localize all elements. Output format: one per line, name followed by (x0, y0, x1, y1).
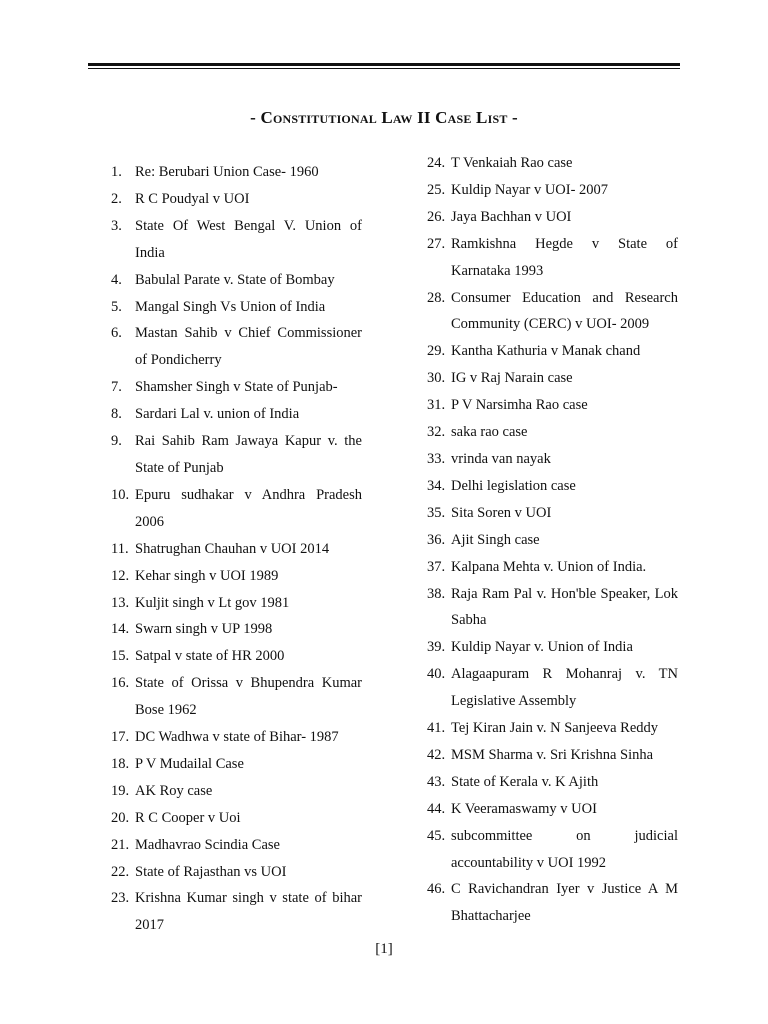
case-number: 3. (111, 217, 122, 234)
case-number: 7. (111, 379, 122, 396)
case-list-left-column (111, 159, 362, 939)
case-list-item (111, 401, 362, 428)
case-title: IG v Raj Narain case (451, 370, 573, 387)
page-number: [1] (375, 941, 393, 957)
case-list-item (111, 159, 362, 186)
case-list-item (111, 320, 362, 374)
case-title: R C Cooper v Uoi (135, 809, 241, 826)
case-title: Consumer Education and Research Community (CERC) v UOI- 2009 (451, 289, 678, 333)
case-list-item (427, 419, 678, 446)
case-list-item (427, 177, 678, 204)
case-title: Mangal Singh Vs Union of India (135, 298, 326, 315)
case-list-item (111, 267, 362, 294)
case-title: Delhi legislation case (451, 477, 576, 494)
case-list-item (111, 805, 362, 832)
case-number: 13. (111, 594, 130, 611)
case-number: 5. (111, 298, 122, 315)
case-title: Satpal v state of HR 2000 (135, 648, 285, 665)
case-list-item (427, 338, 678, 365)
case-number: 1. (111, 164, 122, 180)
case-list-item (111, 751, 362, 778)
case-list-item (111, 778, 362, 805)
case-title: Ramkishna Hegde v State of Karnataka 1993 (451, 235, 678, 279)
header-rule-thick (88, 63, 680, 66)
header-rule-thin (88, 68, 680, 69)
case-number: 26. (427, 208, 446, 225)
case-title: Kantha Kathuria v Manak chand (451, 343, 641, 360)
case-title: Sita Soren v UOI (451, 504, 552, 521)
case-title: Madhavrao Scindia Case (135, 836, 280, 853)
case-title: P V Mudailal Case (135, 755, 244, 772)
case-title: R C Poudyal v UOI (135, 190, 250, 207)
case-list-item (111, 643, 362, 670)
case-list-item (111, 563, 362, 590)
case-number: 17. (111, 729, 130, 746)
case-title: Rai Sahib Ram Jawaya Kapur v. the State of Punjab (135, 433, 362, 476)
case-list-item (427, 876, 678, 930)
case-title: P V Narsimha Rao case (451, 397, 588, 414)
case-number: 40. (427, 666, 446, 683)
case-list-item (111, 859, 362, 886)
case-list-item (427, 231, 678, 285)
case-number: 35. (427, 504, 446, 521)
case-number: 4. (111, 271, 122, 288)
case-list-item (427, 796, 678, 823)
case-title: subcommittee on judicial accountability v UOI 1992 (451, 827, 678, 871)
case-list-item (111, 724, 362, 751)
case-title: Raja Ram Pal v. Hon'ble Speaker, Lok Sabha (451, 585, 678, 629)
case-number: 10. (111, 486, 130, 503)
case-number: 15. (111, 648, 130, 665)
case-title: Kuldip Nayar v. Union of India (451, 639, 633, 656)
case-title: AK Roy case (135, 782, 213, 799)
case-number: 30. (427, 370, 446, 387)
case-list-item (111, 482, 362, 536)
case-title: Babulal Parate v. State of Bombay (135, 271, 335, 288)
case-number: 23. (111, 890, 130, 907)
case-list-item (427, 742, 678, 769)
case-number: 9. (111, 433, 122, 450)
case-list-item (111, 374, 362, 401)
case-list-item (427, 500, 678, 527)
case-title: saka rao case (451, 424, 528, 441)
case-number: 8. (111, 406, 122, 423)
case-number: 39. (427, 639, 446, 656)
case-list-item (427, 392, 678, 419)
case-number: 33. (427, 450, 446, 467)
case-title: Jaya Bachhan v UOI (451, 208, 572, 225)
case-number: 20. (111, 809, 130, 826)
case-list-item (427, 554, 678, 581)
case-number: 42. (427, 746, 446, 763)
case-title: Shamsher Singh v State of Punjab- (135, 379, 338, 396)
case-list-item (427, 581, 678, 635)
case-title: Kehar singh v UOI 1989 (135, 567, 279, 584)
case-list-item (111, 590, 362, 617)
case-title: Alagaapuram R Mohanraj v. TN Legislative Assembly (451, 666, 678, 710)
case-list-item (111, 428, 362, 482)
case-list-item (427, 473, 678, 500)
case-number: 14. (111, 621, 130, 638)
case-list-item (111, 294, 362, 321)
case-title: State Of West Bengal V. Union of India (135, 217, 362, 261)
case-list-item (111, 213, 362, 267)
case-title: T Venkaiah Rao case (451, 155, 573, 171)
case-title: K Veeramaswamy v UOI (451, 800, 597, 817)
case-number: 28. (427, 289, 446, 306)
case-title: Krishna Kumar singh v state of bihar 2017 (135, 890, 362, 934)
case-title: Tej Kiran Jain v. N Sanjeeva Reddy (451, 720, 659, 737)
case-list-item (427, 634, 678, 661)
case-list-item (111, 832, 362, 859)
case-number: 27. (427, 235, 446, 252)
case-number: 11. (111, 540, 129, 557)
case-list-item (111, 536, 362, 563)
case-title: Shatrughan Chauhan v UOI 2014 (135, 540, 330, 557)
case-title: State of Kerala v. K Ajith (451, 773, 599, 790)
case-number: 25. (427, 181, 446, 198)
document-title: - Constitutional Law II Case List - (250, 108, 518, 127)
case-title: Mastan Sahib v Chief Commissioner of Pondicherry (135, 325, 362, 369)
case-number: 43. (427, 773, 446, 790)
case-number: 34. (427, 477, 446, 494)
case-number: 19. (111, 782, 130, 799)
case-title: C Ravichandran Iyer v Justice A M Bhattacharjee (451, 881, 678, 925)
case-title: Swarn singh v UP 1998 (135, 621, 273, 638)
case-number: 44. (427, 800, 446, 817)
case-title: vrinda van nayak (451, 450, 551, 467)
case-title: Kalpana Mehta v. Union of India. (451, 558, 647, 575)
case-title: Kuljit singh v Lt gov 1981 (135, 594, 290, 611)
case-number: 32. (427, 424, 446, 441)
case-number: 45. (427, 827, 446, 844)
case-title: MSM Sharma v. Sri Krishna Sinha (451, 746, 654, 763)
case-number: 41. (427, 720, 446, 737)
case-title: State of Orissa v Bhupendra Kumar Bose 1962 (135, 675, 362, 719)
case-list-right-column (427, 150, 678, 930)
case-list-item (111, 186, 362, 213)
case-number: 24. (427, 155, 446, 171)
case-list-item (427, 204, 678, 231)
case-number: 18. (111, 755, 130, 772)
case-number: 36. (427, 531, 446, 548)
case-list-item (427, 365, 678, 392)
case-list-item (427, 150, 678, 177)
case-number: 22. (111, 863, 130, 880)
case-number: 37. (427, 558, 446, 575)
case-number: 6. (111, 325, 122, 342)
case-list-item (427, 446, 678, 473)
case-number: 31. (427, 397, 446, 414)
case-list-item (111, 616, 362, 643)
case-list-item (427, 823, 678, 877)
case-number: 46. (427, 881, 446, 898)
case-list-item (427, 661, 678, 715)
case-number: 21. (111, 836, 130, 853)
case-list-item (427, 527, 678, 554)
case-list-item (427, 769, 678, 796)
case-list-item (427, 715, 678, 742)
case-title: DC Wadhwa v state of Bihar- 1987 (135, 729, 339, 746)
case-number: 2. (111, 190, 122, 207)
case-title: Kuldip Nayar v UOI- 2007 (451, 181, 609, 198)
case-number: 38. (427, 585, 446, 602)
case-title: Epuru sudhakar v Andhra Pradesh 2006 (135, 486, 362, 530)
case-list-item (427, 285, 678, 339)
case-number: 16. (111, 675, 130, 692)
case-title: Sardari Lal v. union of India (135, 406, 300, 423)
case-list-item (111, 885, 362, 939)
case-list-item (111, 670, 362, 724)
case-title: Re: Berubari Union Case- 1960 (135, 164, 319, 180)
case-title: State of Rajasthan vs UOI (135, 863, 287, 880)
case-number: 29. (427, 343, 446, 360)
case-title: Ajit Singh case (451, 531, 540, 548)
case-number: 12. (111, 567, 130, 584)
